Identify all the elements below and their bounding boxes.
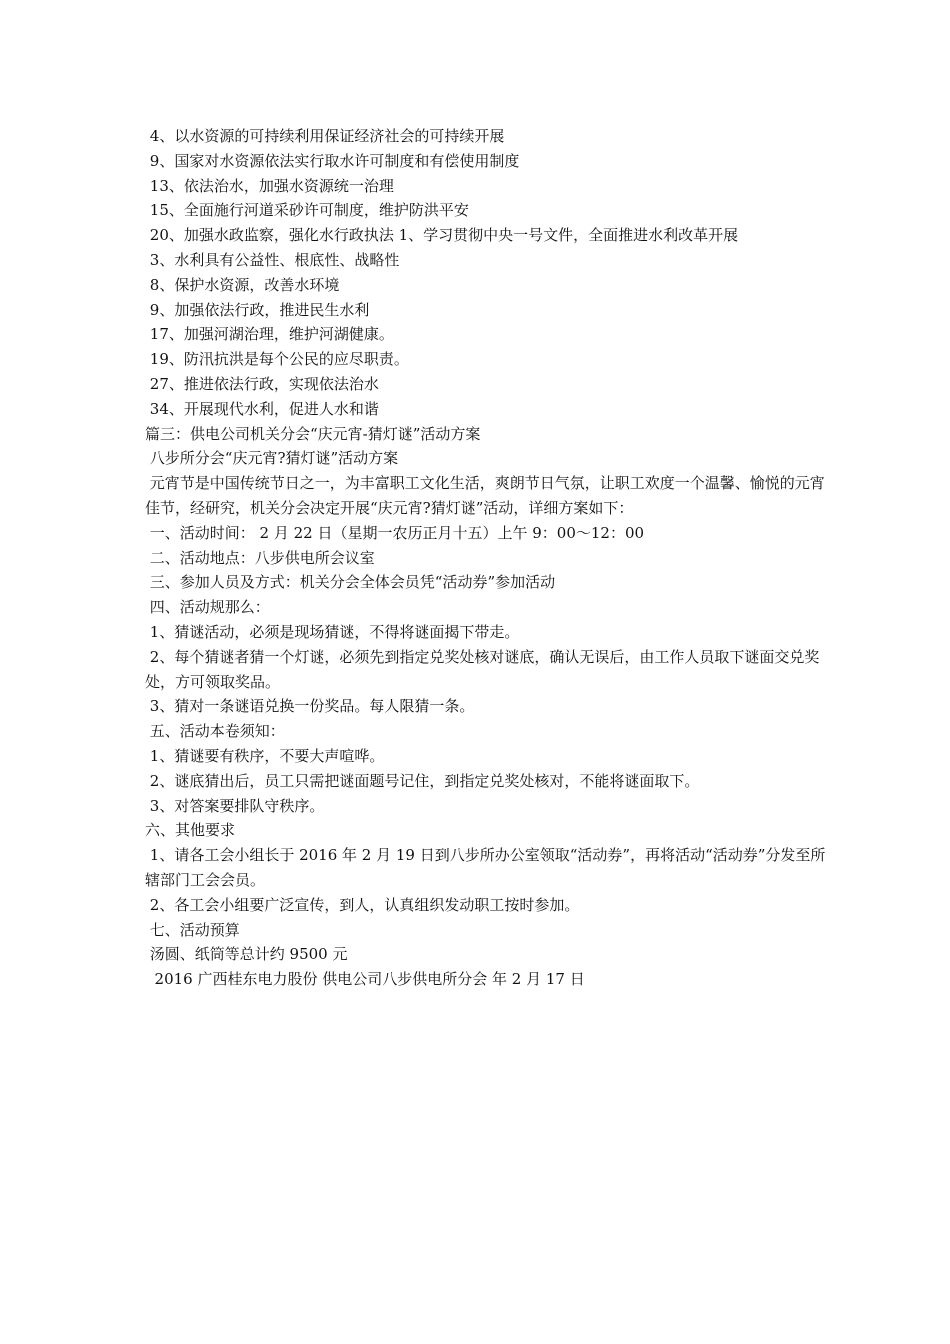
document-line: 1、猜谜要有秩序，不要大声喧哗。 [145,746,385,765]
document-line: 六、其他要求 [145,821,236,840]
document-line: 4、以水资源的可持续利用保证经济社会的可持续开展 [145,127,505,145]
document-line: 八步所分会“庆元宵?猜灯谜”活动方案 [145,449,399,468]
document-line: 七、活动预算 [145,920,240,939]
document-line: 27、推进依法行政，实现依法治水 [145,374,379,393]
document-line: 3、猜对一条谜语兑换一份奖品。每人限猜一条。 [145,697,475,716]
document-line: 3、水利具有公益性、根底性、战略性 [145,250,400,269]
document-line: 2016 广西桂东电力股份 供电公司八步供电所分会 年 2 月 17 日 [145,970,585,989]
document-line: 一、活动时间： 2 月 22 日（星期一农历正月十五）上午 9：00～12：00 [145,523,645,542]
document-line: 13、依法治水，加强水资源统一治理 [145,176,394,195]
document-line: 2、各工会小组要广泛宣传，到人，认真组织发动职工按时参加。 [145,895,580,914]
document-line: 1、请各工会小组长于 2016 年 2 月 19 日到八步所办公室领取“活动券”，再将活动“活动券”分发至所辖部门工会会员。 [145,846,826,889]
document-line: 9、国家对水资源依法实行取水许可制度和有偿使用制度 [145,151,520,170]
document-line: 19、防汛抗洪是每个公民的应尽职责。 [145,350,409,369]
document-line: 3、对答案要排队守秩序。 [145,796,325,815]
document-body [145,124,835,992]
document-line: 34、开展现代水利，促进人水和谐 [145,399,379,418]
document-line: 2、谜底猜出后，员工只需把谜面题号记住，到指定兑奖处核对，不能将谜面取下。 [145,771,700,790]
document-line: 三、参加人员及方式：机关分会全体会员凭“活动券”参加活动 [145,573,556,592]
document-line: 二、活动地点：八步供电所会议室 [145,548,375,567]
document-line: 五、活动本卷须知： [145,722,285,741]
document-line: 15、全面施行河道采砂许可制度，维护防洪平安 [145,201,469,220]
document-line: 汤圆、纸筒等总计约 9500 元 [145,945,348,964]
document-line: 9、加强依法行政，推进民生水利 [145,300,370,319]
document-line: 20、加强水政监察，强化水行政执法 1、学习贯彻中央一号文件，全面推进水利改革开展 [145,226,739,245]
document-line: 17、加强河湖治理，维护河湖健康。 [145,325,394,344]
document-line: 8、保护水资源，改善水环境 [145,275,340,294]
document-line: 篇三：供电公司机关分会“庆元宵-猜灯谜”活动方案 [145,424,481,443]
document-line: 2、每个猜谜者猜一个灯谜，必须先到指定兑奖处核对谜底，确认无误后，由工作人员取下谜面交兑奖处，方可领取奖品。 [145,647,820,691]
document-line: 1、猜谜活动，必须是现场猜谜，不得将谜面揭下带走。 [145,622,520,641]
document-line: 元宵节是中国传统节日之一，为丰富职工文化生活，爽朗节日气氛，让职工欢度一个温馨、愉悦的元宵佳节，经研究，机关分会决定开展“庆元宵?猜灯谜”活动，详细方案如下： [145,474,825,517]
document-line: 四、活动规那么： [145,598,270,617]
